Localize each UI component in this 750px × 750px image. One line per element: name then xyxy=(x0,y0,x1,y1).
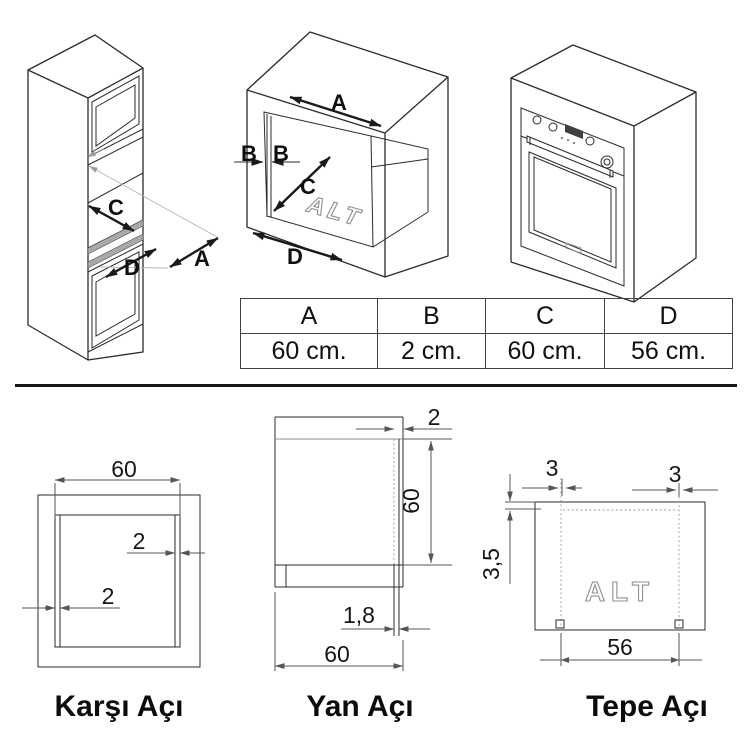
top-dim-width: 56 xyxy=(607,634,633,660)
niche-label-b2: B xyxy=(273,141,289,166)
cabinet-figure xyxy=(28,35,218,360)
top-dim-width-arrow-left xyxy=(561,657,569,663)
cabinet-label-a: A xyxy=(194,246,210,271)
side-view xyxy=(275,404,452,723)
oven-panel-dot-1 xyxy=(561,137,563,139)
side-view-caption: Yan Açı xyxy=(306,690,414,723)
side-dim-depth: 60 xyxy=(324,641,350,667)
top-dim-width-arrow-right xyxy=(671,657,679,663)
dimension-table-value-row xyxy=(241,334,733,369)
top-dim-right-gap: 3 xyxy=(668,461,682,487)
table-value-a: 60 cm. xyxy=(241,334,378,369)
oven-panel-dot-2 xyxy=(567,139,569,141)
front-view-caption: Karşı Açı xyxy=(54,690,184,723)
table-value-b: 2 cm. xyxy=(378,334,486,369)
front-dim-right-gap: 2 xyxy=(132,528,146,554)
niche-figure xyxy=(234,32,448,277)
top-view-notches xyxy=(556,620,683,628)
top-view xyxy=(478,455,718,723)
niche-alt-text: ALT xyxy=(304,190,367,233)
side-panel-lines xyxy=(394,439,399,636)
table-value-c: 60 cm. xyxy=(486,334,605,369)
front-dim-left-gap: 2 xyxy=(101,583,115,609)
dimension-table-header-row xyxy=(241,299,733,334)
cabinet-label-d: D xyxy=(124,255,140,280)
front-view xyxy=(22,456,205,723)
niche-label-a: A xyxy=(331,90,347,115)
top-dim-front-gap: 3,5 xyxy=(478,548,504,580)
table-header-d: D xyxy=(605,299,733,334)
front-dim-width-ext xyxy=(55,483,180,517)
front-view-outline xyxy=(38,495,200,667)
table-header-c: C xyxy=(486,299,605,334)
oven-panel-dot-3 xyxy=(573,142,575,144)
top-view-outline xyxy=(535,502,705,630)
cabinet-label-c: C xyxy=(108,195,124,220)
dimension-table xyxy=(240,298,733,369)
top-view-alt-text: ALT xyxy=(584,576,656,607)
niche-label-b1: B xyxy=(241,141,257,166)
side-dim-top-gap: 2 xyxy=(427,404,441,430)
side-dim-panel: 1,8 xyxy=(343,602,375,628)
top-dim-front-ext xyxy=(505,502,541,509)
table-value-d: 56 cm. xyxy=(605,334,733,369)
top-dim-left-gap: 3 xyxy=(545,455,559,481)
niche-label-d: D xyxy=(287,244,303,269)
niche-label-c: C xyxy=(300,174,316,199)
side-dim-height: 60 xyxy=(398,488,424,514)
side-view-outline xyxy=(275,417,403,587)
top-view-caption: Tepe Açı xyxy=(586,690,708,723)
oven-figure xyxy=(511,45,696,302)
front-dim-width: 60 xyxy=(111,456,137,482)
table-header-b: B xyxy=(378,299,486,334)
table-header-a: A xyxy=(241,299,378,334)
